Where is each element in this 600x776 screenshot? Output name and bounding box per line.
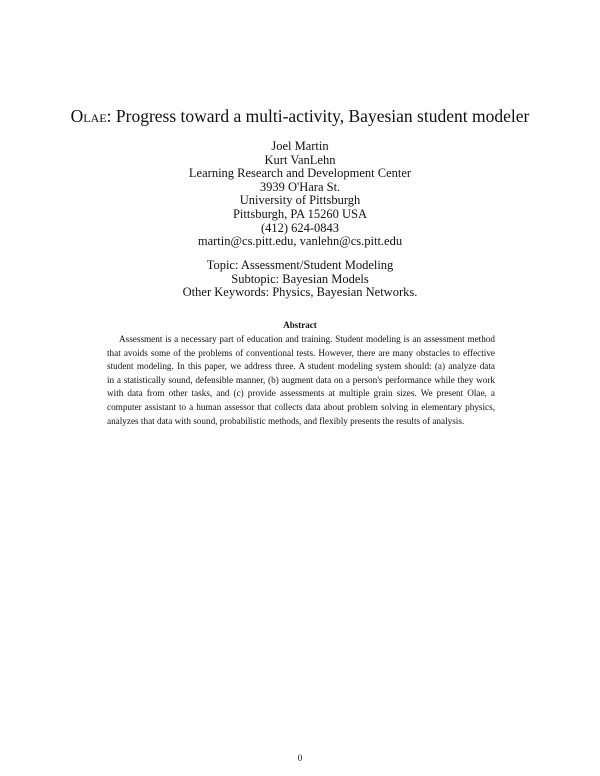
university: University of Pittsburgh (239, 193, 361, 208)
emails: martin@cs.pitt.edu, vanlehn@cs.pitt.edu (197, 234, 403, 249)
abstract-line: analyzes that data with sound, probabilistic methods, and flexibly presents the results of analysis. (107, 415, 465, 426)
abstract-line: that avoids some of the problems of conventional tests. However, there are many obstacles to effective (107, 347, 495, 358)
abstract-line: Assessment is a necessary part of education and training. Student modeling is an assessment method (119, 334, 495, 344)
author-name: Kurt VanLehn (264, 152, 336, 167)
author-name: Joel Martin (271, 139, 329, 153)
subtopic: Subtopic: Bayesian Models (231, 271, 369, 286)
abstract-line: with data from other tasks, and (c) provide assessments at multiple grain sizes. We present Olae, a (107, 388, 495, 399)
phone: (412) 624-0843 (260, 220, 340, 235)
author-block (0, 140, 600, 249)
topic-block (0, 259, 600, 300)
abstract-line: in a statistically sound, defensible manner, (b) augment data on a person's performance while they work (107, 374, 495, 385)
page-number: 0 (297, 753, 303, 763)
system-name: Olae (70, 106, 107, 126)
abstract-body (107, 333, 495, 428)
affiliation: Learning Research and Development Center (188, 166, 412, 181)
abstract-line: computer assistant to a human assessor that collects data about problem solving in elementary physics, (107, 401, 495, 412)
topic: Topic: Assessment/Student Modeling (206, 258, 394, 272)
abstract-heading: Abstract (283, 320, 317, 330)
paper-title: Olae: Progress toward a multi-activity, Bayesian student modeler (70, 106, 530, 126)
address-city: Pittsburgh, PA 15260 USA (232, 206, 368, 221)
abstract-line: student modeling. In this paper, we address three. A student modeling system should: (a) analyze data (107, 361, 495, 372)
keywords: Other Keywords: Physics, Bayesian Networks. (182, 285, 418, 300)
address-street: 3939 O'Hara St. (259, 179, 341, 194)
